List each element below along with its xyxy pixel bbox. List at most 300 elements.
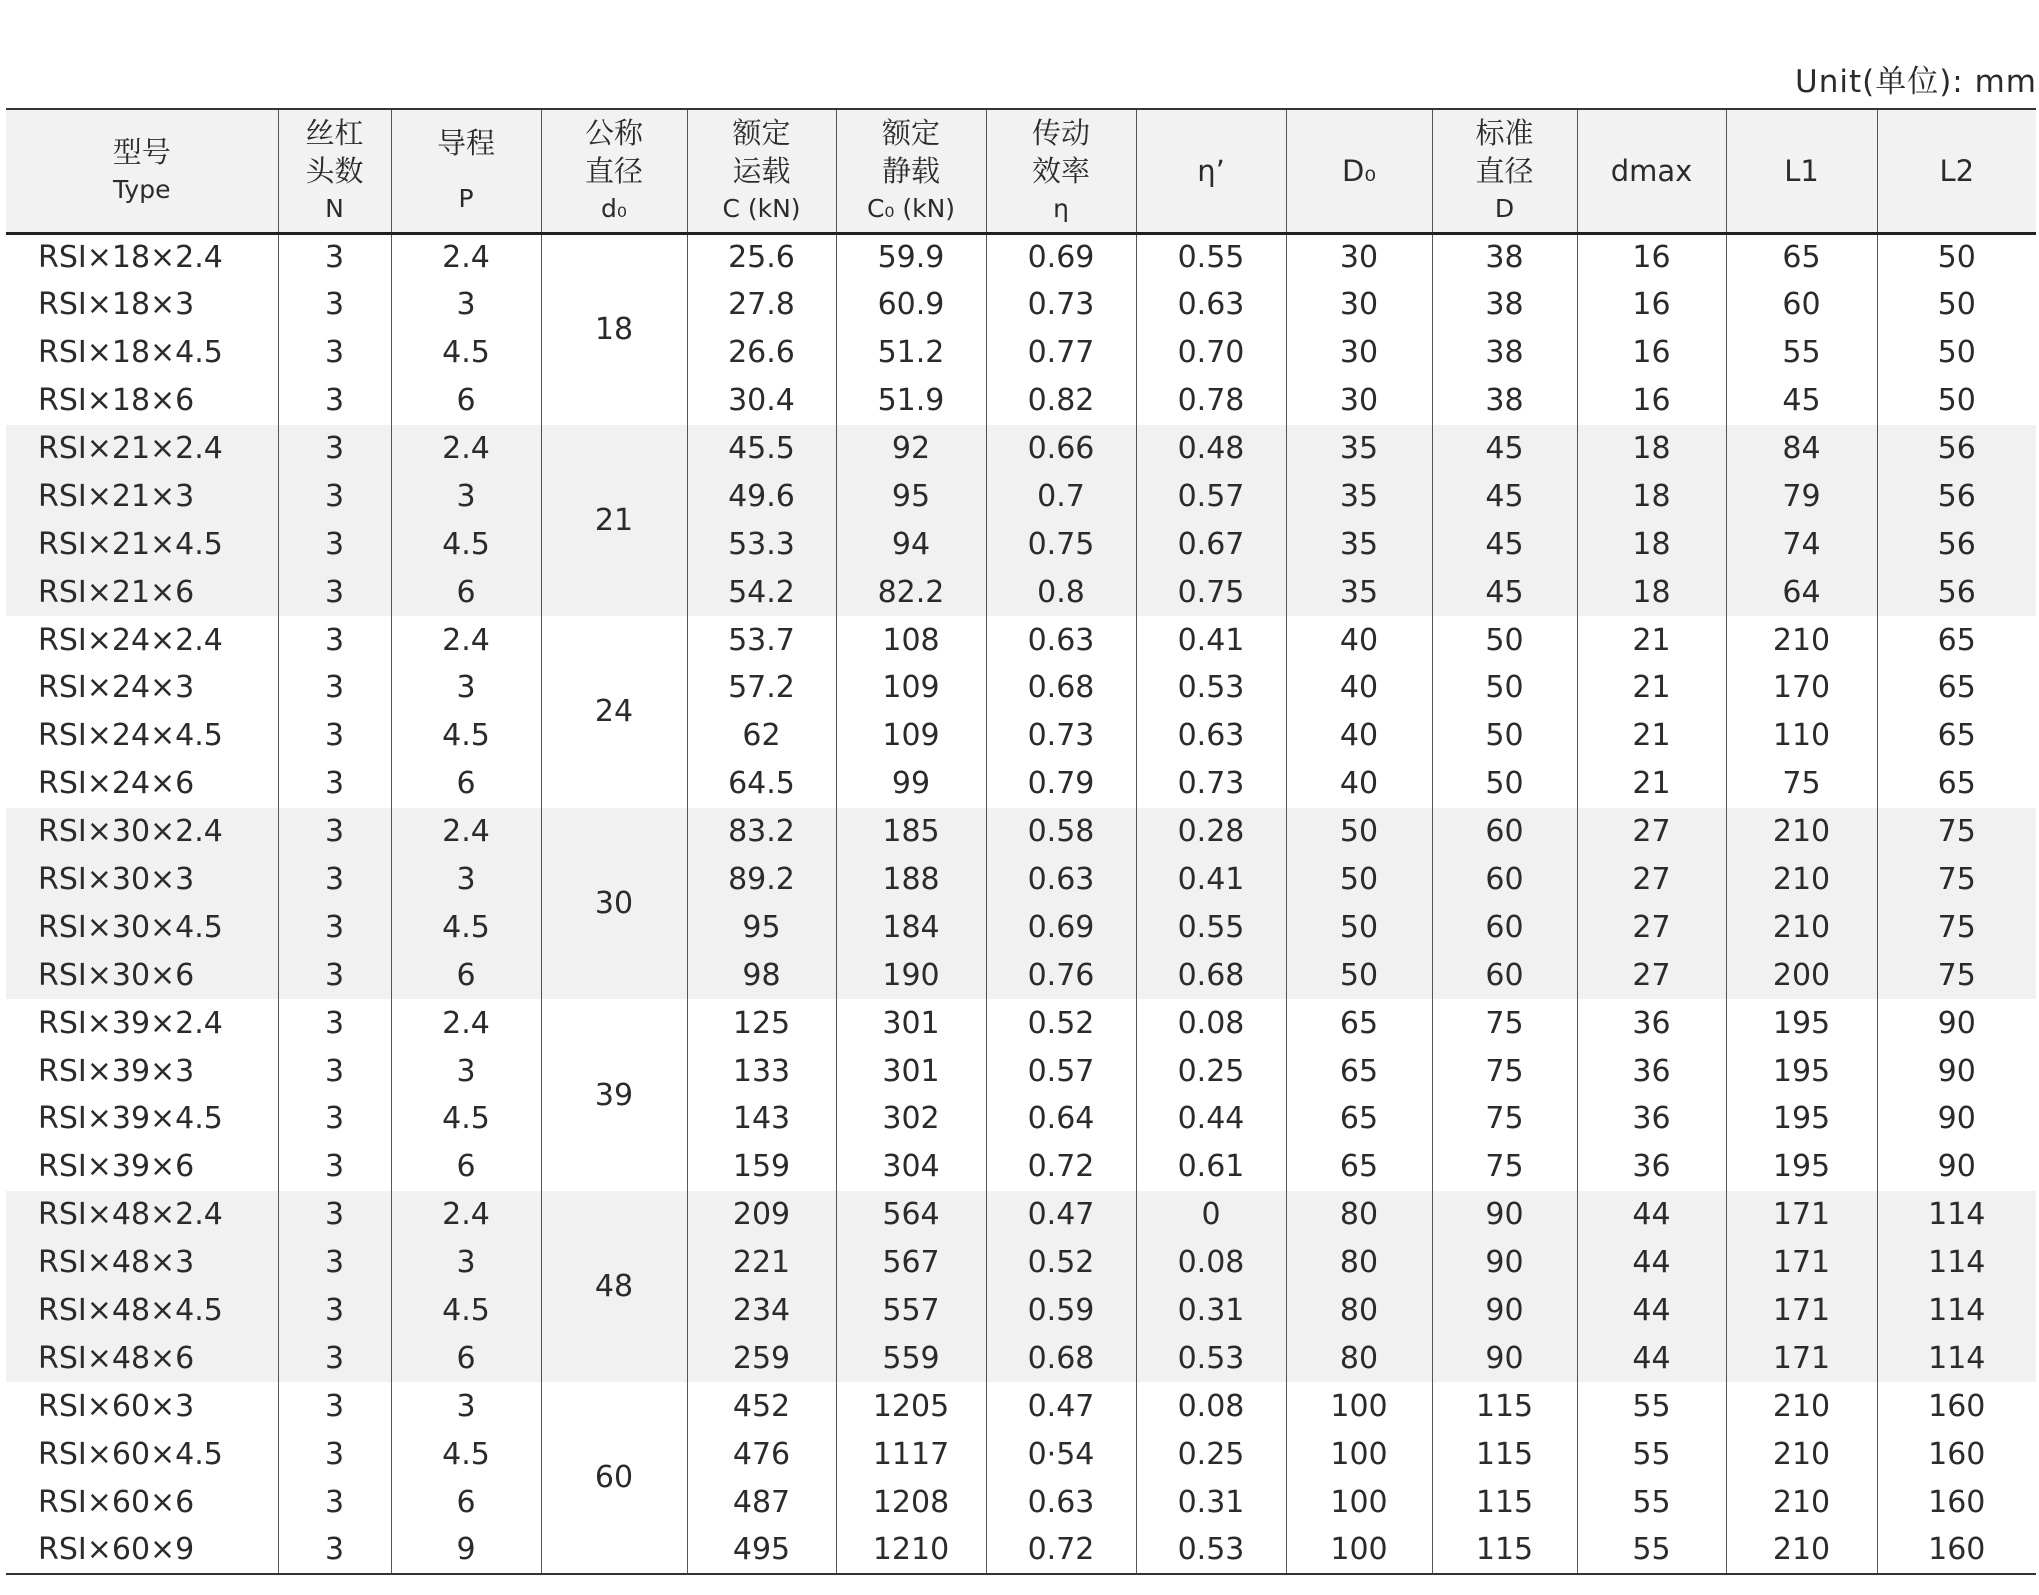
cell-efficiency: 0.79 [986,760,1136,808]
cell-l2: 65 [1877,712,2036,760]
cell-nominal-diameter: 39 [541,999,687,1191]
cell-reverse-efficiency: 0.25 [1136,1047,1286,1095]
cell-efficiency: 0.47 [986,1382,1136,1430]
cell-reverse-efficiency: 0.25 [1136,1430,1286,1478]
cell-efficiency: 0.8 [986,568,1136,616]
cell-l2: 90 [1877,1095,2036,1143]
cell-standard-diameter: 75 [1432,1047,1577,1095]
table-row [6,233,2036,281]
cell-l2: 75 [1877,856,2036,904]
cell-static-load: 109 [836,664,986,712]
cell-dynamic-load: 26.6 [687,329,836,377]
cell-type: RSI×24×4.5 [38,718,223,754]
cell-l1: 45 [1726,377,1877,425]
cell-d0-outer: 40 [1286,616,1432,664]
cell-l2: 160 [1877,1382,2036,1430]
cell-lead: 6 [391,1334,541,1382]
header-type: 型号 Type [6,109,278,233]
cell-l1: 84 [1726,425,1877,473]
cell-thread-starts: 3 [278,856,391,904]
cell-efficiency: 0.73 [986,712,1136,760]
cell-l1: 110 [1726,712,1877,760]
cell-l2: 114 [1877,1334,2036,1382]
table-row [6,568,2036,616]
cell-thread-starts: 3 [278,760,391,808]
cell-l1: 170 [1726,664,1877,712]
cell-l2: 160 [1877,1430,2036,1478]
cell-dmax: 27 [1577,951,1726,999]
cell-thread-starts: 3 [278,616,391,664]
table-row [6,1047,2036,1095]
cell-reverse-efficiency: 0.68 [1136,951,1286,999]
cell-static-load: 190 [836,951,986,999]
cell-d0-outer: 65 [1286,1095,1432,1143]
cell-dmax: 18 [1577,425,1726,473]
cell-dmax: 18 [1577,568,1726,616]
table-row [6,472,2036,520]
cell-standard-diameter: 90 [1432,1239,1577,1287]
cell-thread-starts: 3 [278,1239,391,1287]
cell-l2: 56 [1877,520,2036,568]
cell-reverse-efficiency: 0.57 [1136,472,1286,520]
cell-efficiency: 0.63 [986,856,1136,904]
cell-d0-outer: 100 [1286,1382,1432,1430]
cell-standard-diameter: 90 [1432,1191,1577,1239]
cell-l2: 75 [1877,951,2036,999]
header-thread-starts: 丝杠 头数 N [278,109,391,233]
cell-type: RSI×21×3 [6,472,278,520]
table-row [6,1382,2036,1430]
cell-thread-starts: 3 [278,1526,391,1574]
cell-standard-diameter: 90 [1432,1334,1577,1382]
cell-static-load: 60.9 [836,281,986,329]
cell-static-load: 188 [836,856,986,904]
cell-lead: 6 [391,1143,541,1191]
cell-thread-starts: 3 [278,1478,391,1526]
cell-lead: 9 [391,1526,541,1574]
cell-efficiency: 0.69 [986,903,1136,951]
cell-standard-diameter: 50 [1432,760,1577,808]
cell-lead: 2.4 [391,999,541,1047]
cell-l2: 65 [1877,664,2036,712]
cell-dmax: 27 [1577,808,1726,856]
cell-efficiency: 0.57 [986,1047,1136,1095]
cell-lead: 2.4 [391,808,541,856]
cell-l1: 64 [1726,568,1877,616]
cell-dynamic-load: 64.5 [687,760,836,808]
cell-dmax: 21 [1577,664,1726,712]
table-row [6,951,2036,999]
cell-standard-diameter: 115 [1432,1382,1577,1430]
cell-lead: 2.4 [391,1191,541,1239]
cell-dynamic-load: 49.6 [687,472,836,520]
cell-lead: 4.5 [391,1095,541,1143]
cell-dynamic-load: 45.5 [687,425,836,473]
cell-standard-diameter: 38 [1432,233,1577,281]
cell-standard-diameter: 50 [1432,664,1577,712]
table-row [6,903,2036,951]
cell-dynamic-load: 133 [687,1047,836,1095]
cell-d0-outer: 30 [1286,329,1432,377]
cell-lead: 3 [391,472,541,520]
cell-standard-diameter: 115 [1432,1430,1577,1478]
cell-d0-outer: 50 [1286,951,1432,999]
cell-dynamic-load: 54.2 [687,568,836,616]
table-row [6,664,2036,712]
cell-standard-diameter: 45 [1432,472,1577,520]
cell-type: RSI×60×3 [38,1388,195,1424]
cell-d0-outer: 80 [1286,1334,1432,1382]
cell-lead: 3 [391,1047,541,1095]
cell-lead: 3 [391,1382,541,1430]
cell-type: RSI×21×6 [6,568,278,616]
cell-type: RSI×48×6 [6,1334,278,1382]
cell-d0-outer: 40 [1286,664,1432,712]
cell-l1: 55 [1726,329,1877,377]
cell-l1: 210 [1726,1430,1877,1478]
cell-d0-outer: 80 [1286,1239,1432,1287]
table-row [6,1143,2036,1191]
cell-efficiency: 0.63 [986,1478,1136,1526]
cell-type: RSI×18×2.4 [38,240,223,276]
cell-lead: 3 [391,664,541,712]
cell-d0-outer: 100 [1286,1430,1432,1478]
cell-d0-outer: 50 [1286,903,1432,951]
table-row [6,1478,2036,1526]
cell-static-load: 302 [836,1095,986,1143]
cell-d0-outer: 40 [1286,712,1432,760]
cell-static-load: 301 [836,1047,986,1095]
cell-dmax: 44 [1577,1334,1726,1382]
cell-reverse-efficiency: 0.73 [1136,760,1286,808]
header-l1: L1 [1726,109,1877,233]
cell-dmax: 44 [1577,1287,1726,1335]
cell-l1: 195 [1726,1047,1877,1095]
cell-l2: 56 [1877,425,2036,473]
cell-reverse-efficiency: 0.75 [1136,568,1286,616]
table-row [6,520,2036,568]
cell-reverse-efficiency: 0 [1136,1191,1286,1239]
table-row [6,1287,2036,1335]
cell-static-load: 51.2 [836,329,986,377]
header-reverse-efficiency: η’ [1136,109,1286,233]
cell-standard-diameter: 50 [1432,616,1577,664]
cell-l1: 210 [1726,808,1877,856]
cell-dynamic-load: 221 [687,1239,836,1287]
cell-l2: 50 [1877,233,2036,281]
table-row [6,1239,2036,1287]
cell-l2: 160 [1877,1526,2036,1574]
cell-static-load: 185 [836,808,986,856]
cell-dynamic-load: 53.3 [687,520,836,568]
header-efficiency: 传动 效率 η [986,109,1136,233]
cell-l2: 114 [1877,1191,2036,1239]
cell-dmax: 16 [1577,281,1726,329]
table-row [6,616,2036,664]
cell-standard-diameter: 38 [1432,377,1577,425]
cell-thread-starts: 3 [278,1334,391,1382]
cell-dmax: 36 [1577,1143,1726,1191]
cell-type: RSI×60×9 [38,1531,195,1567]
specification-table [6,108,2036,1575]
cell-static-load: 184 [836,903,986,951]
cell-lead: 4.5 [391,1287,541,1335]
cell-nominal-diameter: 30 [541,808,687,1000]
header-l2: L2 [1877,109,2036,233]
cell-static-load: 1208 [836,1478,986,1526]
cell-type: RSI×39×6 [38,1149,195,1185]
cell-standard-diameter: 60 [1432,951,1577,999]
cell-lead: 2.4 [391,233,541,281]
cell-standard-diameter: 50 [1432,712,1577,760]
cell-lead: 4.5 [391,712,541,760]
cell-reverse-efficiency: 0.63 [1136,281,1286,329]
cell-type: RSI×48×3 [6,1239,278,1287]
cell-static-load: 82.2 [836,568,986,616]
cell-static-load: 564 [836,1191,986,1239]
cell-dynamic-load: 83.2 [687,808,836,856]
cell-static-load: 304 [836,1143,986,1191]
cell-type: RSI×30×2.4 [6,808,278,856]
cell-l2: 50 [1877,329,2036,377]
cell-l1: 200 [1726,951,1877,999]
cell-l2: 114 [1877,1287,2036,1335]
cell-type: RSI×18×4.5 [38,335,223,371]
cell-l2: 160 [1877,1478,2036,1526]
cell-dynamic-load: 487 [687,1478,836,1526]
cell-dmax: 21 [1577,760,1726,808]
cell-type: RSI×24×3 [38,670,195,706]
cell-efficiency: 0.75 [986,520,1136,568]
cell-dynamic-load: 27.8 [687,281,836,329]
cell-l2: 75 [1877,903,2036,951]
unit-label: Unit(单位): mm [1795,64,2037,100]
cell-dynamic-load: 89.2 [687,856,836,904]
cell-static-load: 92 [836,425,986,473]
table-row [6,999,2036,1047]
cell-dmax: 16 [1577,377,1726,425]
cell-dynamic-load: 234 [687,1287,836,1335]
cell-standard-diameter: 45 [1432,520,1577,568]
cell-l1: 210 [1726,1478,1877,1526]
cell-thread-starts: 3 [278,1287,391,1335]
cell-l2: 65 [1877,760,2036,808]
cell-dmax: 55 [1577,1430,1726,1478]
cell-type: RSI×39×2.4 [38,1005,223,1041]
cell-dynamic-load: 476 [687,1430,836,1478]
cell-d0-outer: 35 [1286,568,1432,616]
cell-lead: 3 [391,856,541,904]
cell-reverse-efficiency: 0.53 [1136,1334,1286,1382]
cell-thread-starts: 3 [278,1143,391,1191]
cell-efficiency: 0.52 [986,999,1136,1047]
header-dmax: dmax [1577,109,1726,233]
cell-standard-diameter: 75 [1432,999,1577,1047]
cell-dynamic-load: 57.2 [687,664,836,712]
cell-d0-outer: 30 [1286,233,1432,281]
cell-reverse-efficiency: 0.63 [1136,712,1286,760]
cell-type: RSI×30×3 [6,856,278,904]
cell-dynamic-load: 25.6 [687,233,836,281]
cell-dmax: 55 [1577,1478,1726,1526]
cell-thread-starts: 3 [278,1382,391,1430]
cell-lead: 2.4 [391,616,541,664]
cell-l2: 56 [1877,472,2036,520]
header-d0-outer: D₀ [1286,109,1432,233]
cell-dynamic-load: 259 [687,1334,836,1382]
cell-efficiency: 0.68 [986,1334,1136,1382]
cell-lead: 6 [391,951,541,999]
cell-l1: 171 [1726,1191,1877,1239]
cell-thread-starts: 3 [278,808,391,856]
cell-thread-starts: 3 [278,281,391,329]
cell-static-load: 51.9 [836,377,986,425]
cell-thread-starts: 3 [278,377,391,425]
cell-l1: 79 [1726,472,1877,520]
cell-type: RSI×30×4.5 [6,903,278,951]
cell-dmax: 27 [1577,903,1726,951]
cell-standard-diameter: 75 [1432,1143,1577,1191]
table-body [6,233,2036,1574]
table-row [6,760,2036,808]
cell-static-load: 301 [836,999,986,1047]
cell-efficiency: 0.73 [986,281,1136,329]
cell-thread-starts: 3 [278,425,391,473]
cell-efficiency: 0.66 [986,425,1136,473]
cell-thread-starts: 3 [278,1047,391,1095]
cell-dmax: 18 [1577,520,1726,568]
table-row [6,329,2036,377]
cell-d0-outer: 50 [1286,808,1432,856]
cell-efficiency: 0.82 [986,377,1136,425]
cell-dmax: 36 [1577,1095,1726,1143]
cell-efficiency: 0.72 [986,1526,1136,1574]
cell-static-load: 59.9 [836,233,986,281]
cell-thread-starts: 3 [278,999,391,1047]
cell-type: RSI×24×2.4 [38,622,223,658]
cell-lead: 2.4 [391,425,541,473]
cell-thread-starts: 3 [278,1095,391,1143]
cell-l2: 56 [1877,568,2036,616]
cell-standard-diameter: 60 [1432,903,1577,951]
header-static-load: 额定 静载 C₀ (kN) [836,109,986,233]
cell-efficiency: 0.58 [986,808,1136,856]
table-row [6,1430,2036,1478]
cell-d0-outer: 30 [1286,377,1432,425]
cell-lead: 4.5 [391,520,541,568]
cell-static-load: 557 [836,1287,986,1335]
cell-l2: 75 [1877,808,2036,856]
cell-dmax: 27 [1577,856,1726,904]
cell-static-load: 99 [836,760,986,808]
cell-d0-outer: 40 [1286,760,1432,808]
cell-standard-diameter: 38 [1432,281,1577,329]
cell-thread-starts: 3 [278,951,391,999]
table-row [6,1334,2036,1382]
cell-type: RSI×48×2.4 [6,1191,278,1239]
cell-lead: 3 [391,281,541,329]
cell-efficiency: 0.52 [986,1239,1136,1287]
cell-l1: 210 [1726,1382,1877,1430]
cell-static-load: 109 [836,712,986,760]
cell-dynamic-load: 209 [687,1191,836,1239]
cell-static-load: 95 [836,472,986,520]
cell-reverse-efficiency: 0.44 [1136,1095,1286,1143]
cell-l1: 210 [1726,1526,1877,1574]
cell-static-load: 567 [836,1239,986,1287]
cell-l1: 210 [1726,616,1877,664]
header-dynamic-load: 额定 运载 C (kN) [687,109,836,233]
cell-efficiency: 0.59 [986,1287,1136,1335]
cell-nominal-diameter: 21 [541,425,687,617]
cell-dynamic-load: 495 [687,1526,836,1574]
cell-l1: 171 [1726,1287,1877,1335]
cell-type: RSI×18×3 [38,287,195,323]
cell-reverse-efficiency: 0.53 [1136,664,1286,712]
cell-lead: 6 [391,1478,541,1526]
cell-d0-outer: 100 [1286,1526,1432,1574]
cell-thread-starts: 3 [278,233,391,281]
cell-reverse-efficiency: 0.53 [1136,1526,1286,1574]
cell-l1: 171 [1726,1334,1877,1382]
cell-dynamic-load: 62 [687,712,836,760]
cell-dmax: 44 [1577,1239,1726,1287]
cell-type: RSI×18×6 [38,383,195,419]
cell-dmax: 36 [1577,999,1726,1047]
cell-type: RSI×24×6 [38,766,195,802]
cell-lead: 4.5 [391,1430,541,1478]
cell-reverse-efficiency: 0.78 [1136,377,1286,425]
cell-standard-diameter: 60 [1432,808,1577,856]
cell-d0-outer: 80 [1286,1191,1432,1239]
cell-efficiency: 0.72 [986,1143,1136,1191]
cell-thread-starts: 3 [278,472,391,520]
cell-l1: 195 [1726,999,1877,1047]
cell-efficiency: 0.7 [986,472,1136,520]
cell-thread-starts: 3 [278,568,391,616]
cell-reverse-efficiency: 0.67 [1136,520,1286,568]
cell-d0-outer: 100 [1286,1478,1432,1526]
cell-reverse-efficiency: 0.70 [1136,329,1286,377]
cell-l1: 210 [1726,903,1877,951]
cell-reverse-efficiency: 0.55 [1136,903,1286,951]
cell-d0-outer: 65 [1286,999,1432,1047]
cell-l1: 75 [1726,760,1877,808]
cell-type: RSI×21×2.4 [6,425,278,473]
cell-efficiency: 0.77 [986,329,1136,377]
header-lead: 导程 P [391,109,541,233]
cell-efficiency: 0.68 [986,664,1136,712]
cell-type: RSI×48×4.5 [6,1287,278,1335]
cell-nominal-diameter: 48 [541,1191,687,1383]
cell-type: RSI×39×3 [38,1053,195,1089]
cell-efficiency: 0.76 [986,951,1136,999]
cell-static-load: 94 [836,520,986,568]
cell-lead: 3 [391,1239,541,1287]
cell-dmax: 21 [1577,712,1726,760]
cell-standard-diameter: 115 [1432,1526,1577,1574]
cell-lead: 6 [391,760,541,808]
cell-dmax: 16 [1577,233,1726,281]
cell-dmax: 16 [1577,329,1726,377]
cell-reverse-efficiency: 0.41 [1136,616,1286,664]
cell-nominal-diameter: 18 [541,233,687,425]
cell-l2: 50 [1877,281,2036,329]
cell-dmax: 36 [1577,1047,1726,1095]
cell-l2: 114 [1877,1239,2036,1287]
cell-thread-starts: 3 [278,329,391,377]
cell-dynamic-load: 125 [687,999,836,1047]
